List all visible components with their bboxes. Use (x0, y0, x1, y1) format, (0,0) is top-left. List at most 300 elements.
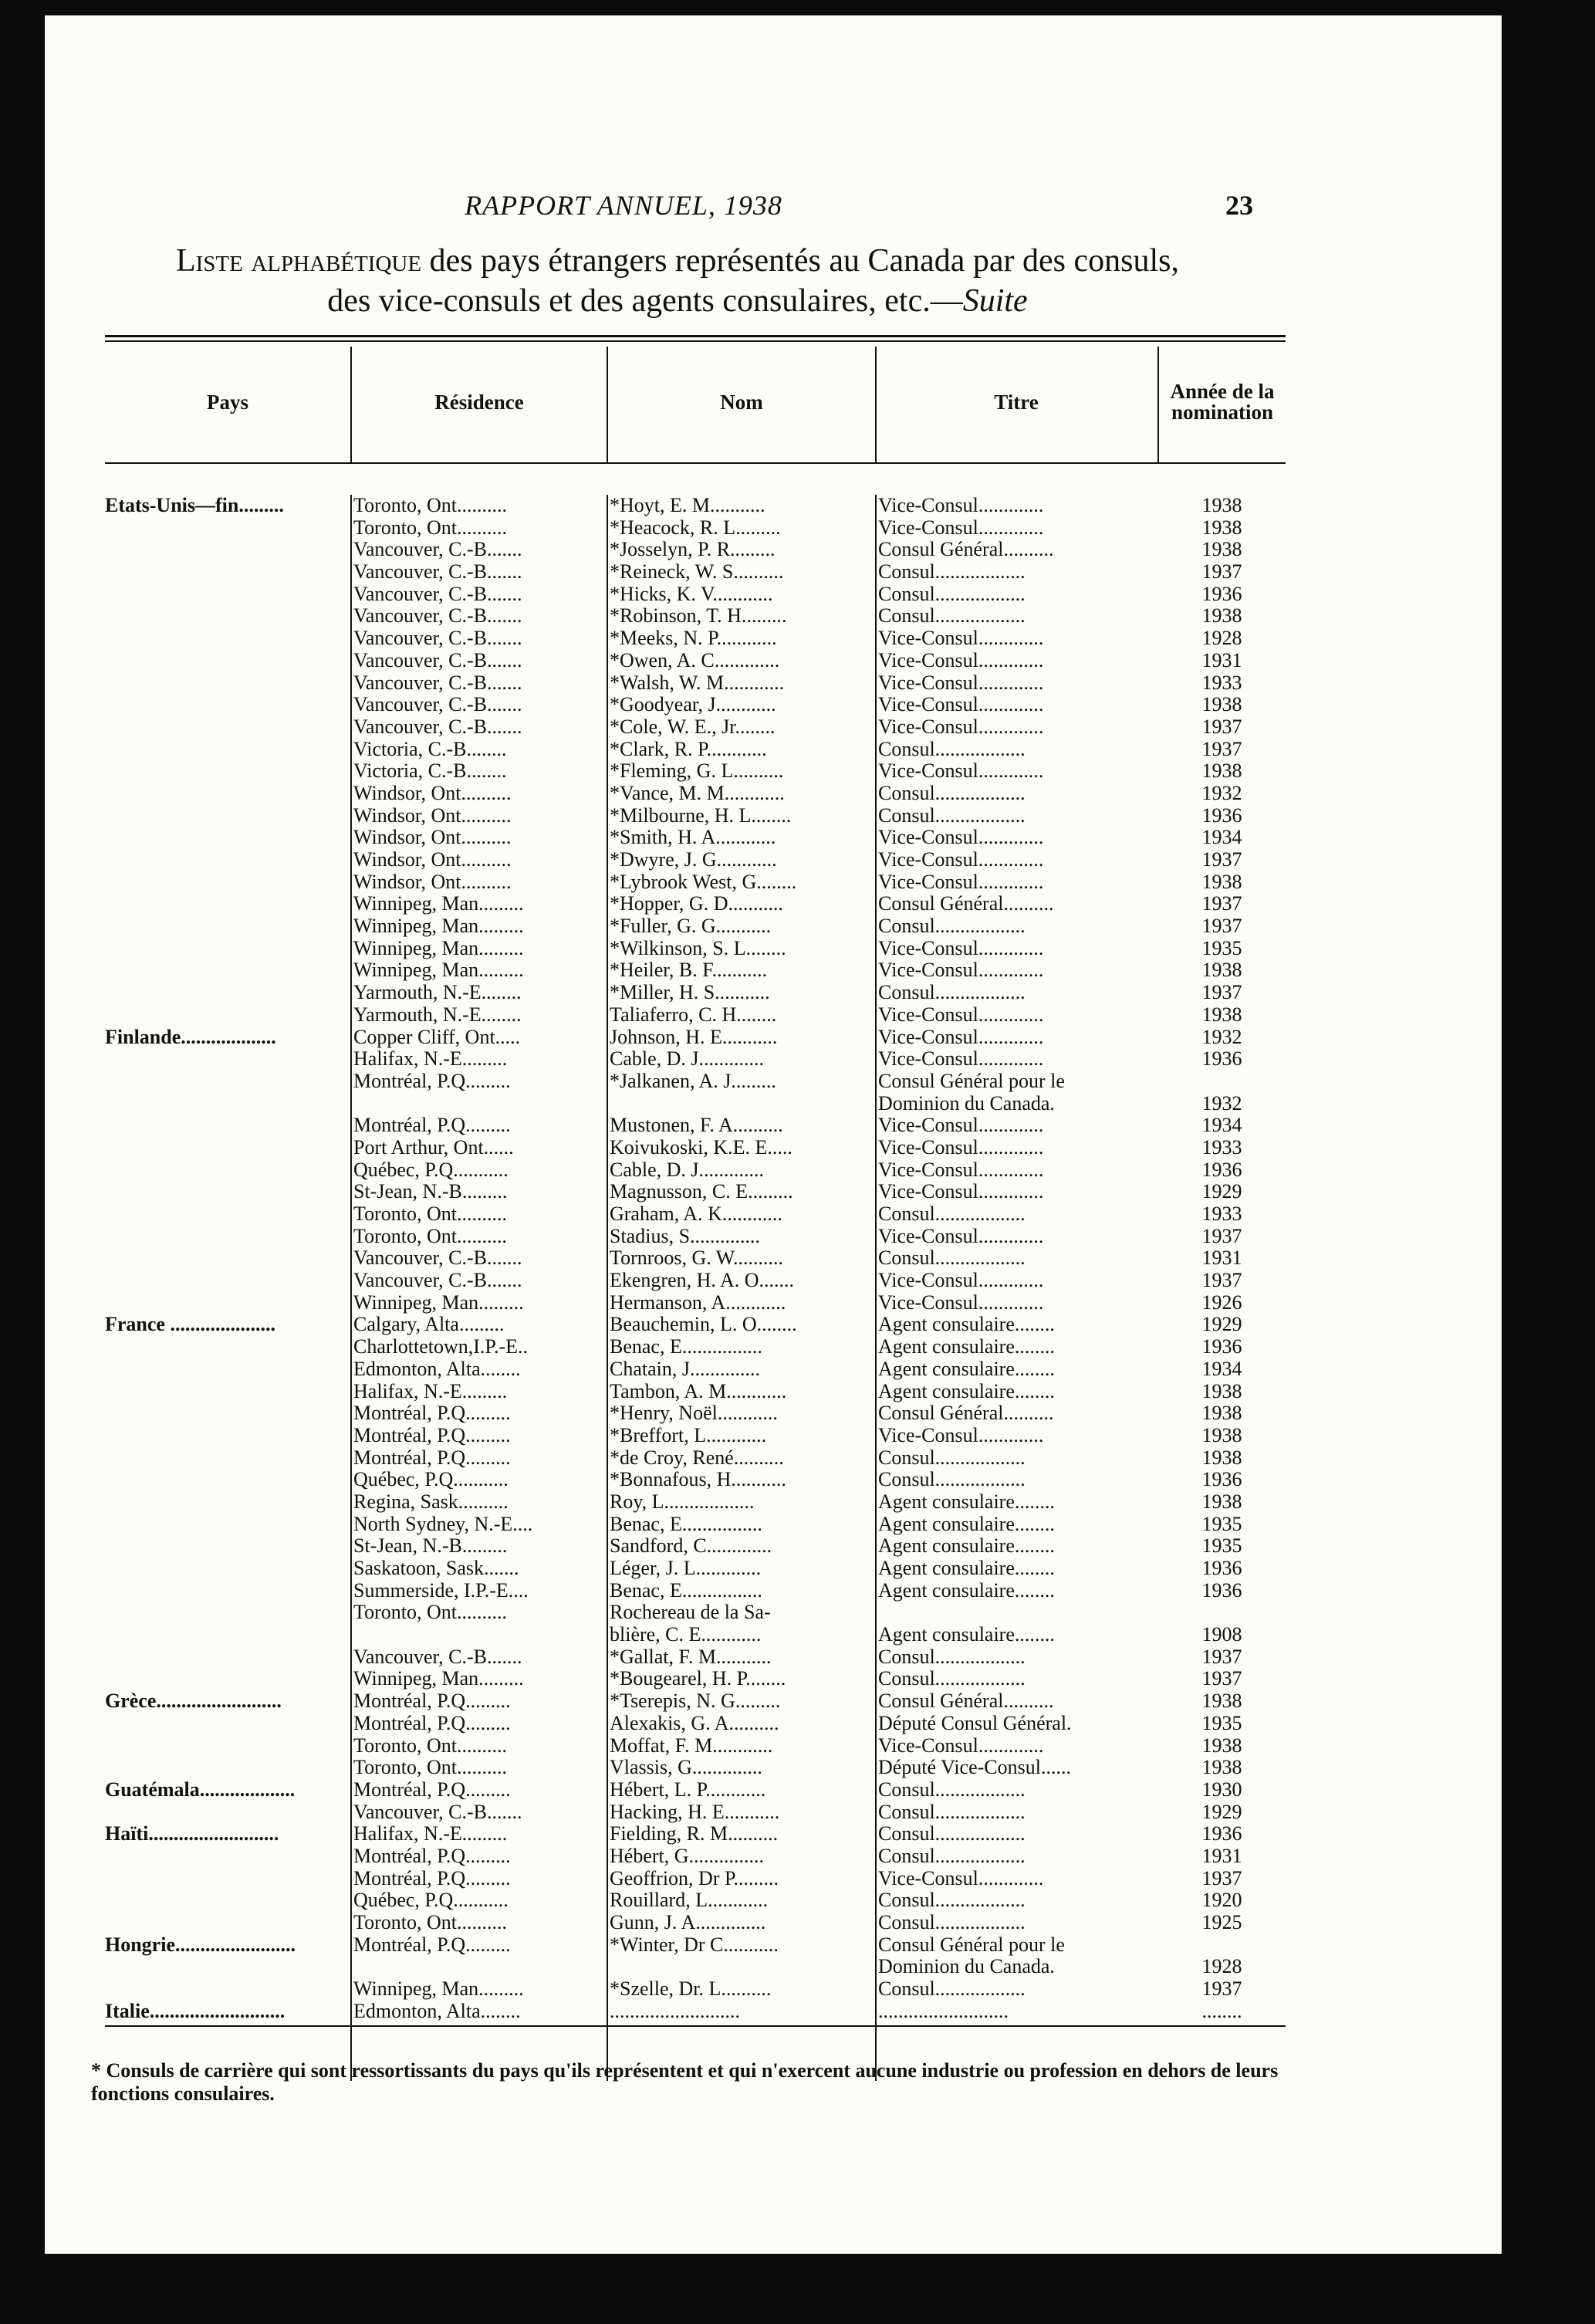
table-row (105, 849, 1286, 871)
cell-residence: Toronto, Ont.......... (353, 1757, 507, 1779)
cell-titre: Agent consulaire........ (878, 1579, 1055, 1602)
table-row (105, 982, 1286, 1004)
cell-annee: 1920 (1201, 1889, 1242, 1912)
cell-nom: *Heiler, B. F........... (610, 959, 768, 982)
cell-annee: 1937 (1201, 1646, 1242, 1668)
cell-nom: Tornroos, G. W.......... (610, 1247, 783, 1270)
cell-annee: 1936 (1201, 1336, 1242, 1358)
cell-annee: 1932 (1201, 1092, 1242, 1115)
cell-nom: *Hoyt, E. M........... (610, 495, 765, 516)
cell-residence: Calgary, Alta......... (353, 1314, 505, 1336)
cell-titre: Vice-Consul............. (878, 871, 1044, 893)
cell-nom: *Hicks, K. V............ (610, 583, 773, 605)
table-row (105, 561, 1286, 584)
table-row (105, 1978, 1286, 2001)
cell-titre: Vice-Consul............. (878, 1867, 1044, 1889)
table-row (105, 1889, 1286, 1912)
cell-titre: Vice-Consul............. (878, 1270, 1044, 1292)
table-row (105, 1137, 1286, 1159)
cell-annee: 1938 (1201, 871, 1242, 893)
table-row (105, 1801, 1286, 1824)
table-row (105, 1270, 1286, 1292)
cell-residence: Montréal, P.Q......... (353, 1402, 511, 1425)
cell-annee: 1938 (1201, 605, 1242, 628)
cell-nom: Hermanson, A............ (610, 1291, 786, 1314)
cell-nom: Benac, E................ (610, 1513, 762, 1535)
cell-annee: 1938 (1201, 1424, 1242, 1446)
cell-residence: Winnipeg, Man......... (353, 1668, 524, 1690)
table-row (105, 1934, 1286, 1957)
cell-annee: 1929 (1201, 1801, 1242, 1823)
table-row (105, 1912, 1286, 1934)
header-nom: Nom (720, 390, 763, 414)
cell-annee: 1932 (1201, 1026, 1242, 1048)
cell-annee: 1928 (1201, 628, 1242, 650)
cell-titre: Consul Général.......... (878, 1690, 1054, 1713)
cell-residence: Vancouver, C.-B....... (353, 1247, 522, 1270)
cell-titre: Consul.................. (878, 1203, 1026, 1225)
table-row (105, 584, 1286, 606)
cell-annee: 1934 (1201, 827, 1242, 849)
cell-titre: Vice-Consul............. (878, 1048, 1044, 1071)
cell-titre: Vice-Consul............. (878, 715, 1044, 738)
cell-residence: Montréal, P.Q......... (353, 1933, 511, 1956)
cell-annee: 1937 (1201, 849, 1242, 871)
cell-titre: Consul.................. (878, 561, 1026, 584)
cell-residence: Vancouver, C.-B....... (353, 1646, 522, 1668)
cell-nom: Benac, E................ (610, 1336, 762, 1358)
cell-annee: 1931 (1201, 1247, 1242, 1270)
cell-residence: Summerside, I.P.-E.... (353, 1579, 529, 1602)
cell-residence: Copper Cliff, Ont..... (353, 1026, 521, 1048)
cell-titre: Vice-Consul............. (878, 694, 1044, 716)
cell-titre: Consul Général pour le (878, 1933, 1065, 1956)
cell-residence: Montréal, P.Q......... (353, 1845, 511, 1867)
cell-residence: Halifax, N.-E......... (353, 1823, 508, 1845)
cell-annee: 1929 (1201, 1181, 1242, 1203)
cell-annee: 1937 (1201, 561, 1242, 584)
table-row (105, 1602, 1286, 1624)
table-row (105, 539, 1286, 561)
cell-residence: Québec, P.Q........... (353, 1469, 509, 1491)
cell-annee: 1937 (1201, 893, 1242, 915)
cell-titre: Vice-Consul............. (878, 849, 1044, 871)
cell-residence: Montréal, P.Q......... (353, 1115, 511, 1137)
cell-titre: Dominion du Canada. (878, 1092, 1055, 1115)
cell-nom: Gunn, J. A.............. (610, 1912, 766, 1933)
cell-nom: *Hopper, G. D........... (610, 893, 783, 915)
cell-nom: *Szelle, Dr. L.......... (610, 1978, 772, 2001)
cell-residence: Windsor, Ont.......... (353, 871, 512, 893)
table-row (105, 1358, 1286, 1381)
cell-annee: 1938 (1201, 694, 1242, 716)
cell-nom: *Walsh, W. M............ (610, 671, 785, 694)
cell-residence: Yarmouth, N.-E........ (353, 1003, 522, 1026)
cell-nom: Mustonen, F. A.......... (610, 1115, 783, 1137)
cell-titre: Vice-Consul............. (878, 516, 1044, 539)
cell-annee: 1938 (1201, 760, 1242, 783)
cell-titre: Consul.................. (878, 1247, 1026, 1270)
caption-line2: des vice-consuls et des agents consulaires, etc.— (327, 283, 963, 319)
table-row (105, 1336, 1286, 1358)
cell-nom: Stadius, S.............. (610, 1225, 761, 1247)
cell-residence: Winnipeg, Man......... (353, 893, 524, 915)
cell-nom: Magnusson, C. E......... (610, 1181, 793, 1203)
table-row (105, 1048, 1286, 1071)
table-row (105, 893, 1286, 915)
cell-titre: Consul.................. (878, 1778, 1026, 1801)
table-row (105, 672, 1286, 695)
cell-titre: Vice-Consul............. (878, 1291, 1044, 1314)
cell-residence: St-Jean, N.-B......... (353, 1181, 508, 1203)
cell-nom: *Robinson, T. H......... (610, 605, 787, 628)
cell-titre: Consul Général.......... (878, 539, 1054, 561)
cell-annee: 1936 (1201, 1159, 1242, 1181)
table-row (105, 650, 1286, 672)
table-row (105, 1402, 1286, 1425)
cell-residence: Montréal, P.Q......... (353, 1712, 511, 1734)
cell-residence: Victoria, C.-B........ (353, 760, 507, 783)
column-divider (350, 347, 352, 462)
cell-nom: Sandford, C............. (610, 1535, 772, 1558)
cell-annee: 1936 (1201, 804, 1242, 827)
column-divider (1157, 347, 1159, 462)
table-row (105, 1779, 1286, 1801)
cell-nom: *Meeks, N. P............ (610, 628, 777, 650)
table-row (105, 1668, 1286, 1690)
cell-titre: Vice-Consul............. (878, 1159, 1044, 1181)
cell-annee: 1936 (1201, 1558, 1242, 1579)
cell-annee: 1935 (1201, 937, 1242, 959)
cell-titre: Vice-Consul............. (878, 1136, 1044, 1159)
table-row (105, 605, 1286, 628)
cell-residence: Toronto, Ont.......... (353, 1734, 507, 1757)
cell-annee: 1936 (1201, 1823, 1242, 1845)
cell-annee: ........ (1201, 2000, 1242, 2022)
cell-nom: *Clark, R. P............ (610, 738, 767, 760)
cell-titre: Consul.................. (878, 1646, 1026, 1668)
table-row (105, 1027, 1286, 1049)
cell-residence: Toronto, Ont.......... (353, 1912, 507, 1933)
cell-nom: Koivukoski, K.E. E..... (610, 1136, 792, 1159)
cell-residence: Vancouver, C.-B....... (353, 583, 522, 605)
cell-nom: *Dwyre, J. G............ (610, 849, 777, 871)
column-divider (607, 347, 608, 462)
cell-residence: Vancouver, C.-B....... (353, 605, 522, 628)
cell-pays: Hongrie........................ (105, 1933, 296, 1956)
cell-nom: Vlassis, G.............. (610, 1757, 762, 1779)
cell-titre: Vice-Consul............. (878, 827, 1044, 849)
table-row (105, 805, 1286, 827)
cell-residence: Yarmouth, N.-E........ (353, 982, 522, 1004)
table-row (105, 1956, 1286, 1978)
table-row (105, 739, 1286, 761)
table-row (105, 1735, 1286, 1757)
cell-pays: Grèce......................... (105, 1690, 282, 1713)
cell-nom: *Fuller, G. G........... (610, 915, 772, 938)
table-row (105, 959, 1286, 982)
cell-titre: Consul.................. (878, 804, 1026, 827)
header-annee: Année de la nomination (1170, 380, 1275, 424)
cell-residence: Toronto, Ont.......... (353, 516, 507, 539)
cell-nom: Cable, D. J............. (610, 1159, 765, 1181)
table-row (105, 1713, 1286, 1735)
cell-residence: Vancouver, C.-B....... (353, 1801, 522, 1823)
table-row (105, 1115, 1286, 1137)
consuls-table (105, 335, 1286, 2027)
cell-nom: Léger, J. L............. (610, 1558, 762, 1579)
cell-titre: Vice-Consul............. (878, 495, 1044, 516)
cell-titre: Vice-Consul............. (878, 1026, 1044, 1048)
cell-titre: Consul.................. (878, 1845, 1026, 1867)
cell-titre: Vice-Consul............. (878, 1424, 1044, 1446)
cell-annee: 1929 (1201, 1314, 1242, 1336)
table-caption (91, 241, 1264, 321)
cell-nom: Beauchemin, L. O........ (610, 1314, 797, 1336)
cell-nom: *Vance, M. M............ (610, 782, 785, 804)
cell-nom: Tambon, A. M............ (610, 1380, 787, 1402)
cell-residence: Regina, Sask.......... (353, 1490, 509, 1513)
table-body (105, 464, 1286, 2022)
table-row (105, 1558, 1286, 1580)
cell-residence: Winnipeg, Man......... (353, 915, 524, 938)
column-divider (875, 347, 877, 462)
table-row (105, 1535, 1286, 1558)
cell-nom: *Heacock, R. L......... (610, 516, 781, 539)
table-row (105, 628, 1286, 650)
table-row (105, 783, 1286, 805)
cell-titre: Consul Général pour le (878, 1070, 1065, 1092)
page-number: 23 (1225, 190, 1253, 221)
cell-nom: *Smith, H. A............ (610, 827, 776, 849)
table-row (105, 1624, 1286, 1646)
table-row (105, 1292, 1286, 1314)
cell-titre: Consul.................. (878, 782, 1026, 804)
cell-residence: Québec, P.Q........... (353, 1889, 509, 1912)
cell-residence: St-Jean, N.-B......... (353, 1535, 508, 1558)
table-row (105, 938, 1286, 960)
cell-nom: *Winter, Dr C........... (610, 1933, 779, 1956)
table-row (105, 1580, 1286, 1602)
cell-annee: 1938 (1201, 495, 1242, 516)
cell-annee: 1931 (1201, 1845, 1242, 1867)
cell-residence: Victoria, C.-B........ (353, 738, 507, 760)
cell-nom: *Breffort, L............ (610, 1424, 767, 1446)
cell-annee: 1933 (1201, 671, 1242, 694)
cell-annee: 1925 (1201, 1912, 1242, 1933)
cell-titre: Consul.................. (878, 738, 1026, 760)
cell-residence: Windsor, Ont.......... (353, 782, 512, 804)
table-row (105, 495, 1286, 517)
table-row (105, 1690, 1286, 1713)
cell-titre: Consul.................. (878, 1446, 1026, 1469)
cell-titre: Consul.................. (878, 1823, 1026, 1845)
cell-residence: Vancouver, C.-B....... (353, 628, 522, 650)
table-row (105, 1469, 1286, 1491)
table-row (105, 1181, 1286, 1203)
cell-titre: Agent consulaire........ (878, 1314, 1055, 1336)
cell-annee: 1938 (1201, 1734, 1242, 1757)
caption-line1: des pays étrangers représentés au Canada par des consuls, (421, 243, 1180, 279)
table-row (105, 1425, 1286, 1447)
cell-nom: Hébert, L. P............ (610, 1778, 766, 1801)
cell-titre: Consul.................. (878, 1801, 1026, 1823)
cell-nom: *Gallat, F. M........... (610, 1646, 772, 1668)
cell-titre: Agent consulaire........ (878, 1558, 1055, 1579)
cell-titre: Consul.................. (878, 583, 1026, 605)
cell-residence: Toronto, Ont.......... (353, 1602, 507, 1624)
cell-nom: .......................... (610, 2000, 740, 2022)
cell-nom: Chatain, J.............. (610, 1358, 760, 1380)
cell-titre: Vice-Consul............. (878, 628, 1044, 650)
cell-annee: 1931 (1201, 649, 1242, 671)
cell-residence: Vancouver, C.-B....... (353, 715, 522, 738)
cell-annee: 1938 (1201, 1490, 1242, 1513)
table-row (105, 1514, 1286, 1536)
bottom-rule (105, 2025, 1286, 2027)
cell-titre: Vice-Consul............. (878, 1003, 1044, 1026)
cell-nom: Hébert, G............... (610, 1845, 765, 1867)
cell-nom: Fielding, R. M.......... (610, 1823, 779, 1845)
cell-nom: *Milbourne, H. L........ (610, 804, 792, 827)
cell-titre: Agent consulaire........ (878, 1336, 1055, 1358)
cell-titre: Vice-Consul............. (878, 1181, 1044, 1203)
cell-annee: 1938 (1201, 1003, 1242, 1026)
cell-annee: 1938 (1201, 1402, 1242, 1425)
table-row (105, 1004, 1286, 1027)
cell-nom: *Bonnafous, H........... (610, 1469, 786, 1491)
header-residence: Résidence (434, 390, 524, 414)
report-title: RAPPORT ANNUEL, 1938 (465, 190, 782, 221)
cell-residence: Winnipeg, Man......... (353, 1291, 524, 1314)
cell-residence: Windsor, Ont.......... (353, 804, 512, 827)
cell-annee: 1937 (1201, 1270, 1242, 1292)
table-row (105, 1226, 1286, 1248)
cell-nom: Moffat, F. M............ (610, 1734, 773, 1757)
cell-titre: Agent consulaire........ (878, 1513, 1055, 1535)
table-row (105, 1381, 1286, 1403)
cell-titre: Consul Général.......... (878, 893, 1054, 915)
cell-residence: Vancouver, C.-B....... (353, 671, 522, 694)
cell-residence: Vancouver, C.-B....... (353, 1270, 522, 1292)
table-row (105, 694, 1286, 716)
top-rule (105, 335, 1286, 342)
cell-annee: 1935 (1201, 1513, 1242, 1535)
header-titre: Titre (994, 390, 1039, 414)
cell-annee: 1937 (1201, 1867, 1242, 1889)
cell-residence: Vancouver, C.-B....... (353, 539, 522, 561)
cell-nom: *Tserepis, N. G......... (610, 1690, 781, 1713)
cell-titre: Consul.................. (878, 1889, 1026, 1912)
cell-pays: Guatémala................... (105, 1778, 296, 1801)
cell-nom: *Henry, Noël............ (610, 1402, 778, 1425)
cell-residence: Edmonton, Alta........ (353, 2000, 521, 2022)
cell-residence: Montréal, P.Q......... (353, 1424, 511, 1446)
cell-annee: 1934 (1201, 1115, 1242, 1137)
cell-titre: Agent consulaire........ (878, 1624, 1055, 1646)
cell-nom: *Owen, A. C............. (610, 649, 780, 671)
cell-annee: 1935 (1201, 1535, 1242, 1558)
cell-residence: Toronto, Ont.......... (353, 1203, 507, 1225)
cell-annee: 1908 (1201, 1624, 1242, 1646)
cell-residence: Vancouver, C.-B....... (353, 649, 522, 671)
cell-titre: Consul Général.......... (878, 1402, 1054, 1425)
cell-annee: 1936 (1201, 1579, 1242, 1602)
cell-annee: 1936 (1201, 1048, 1242, 1071)
cell-nom: Taliaferro, C. H........ (610, 1003, 777, 1026)
table-row (105, 1071, 1286, 1093)
cell-annee: 1937 (1201, 1978, 1242, 2001)
cell-nom: Rochereau de la Sa- (610, 1602, 771, 1624)
cell-nom: Rouillard, L............ (610, 1889, 769, 1912)
cell-titre: Vice-Consul............. (878, 937, 1044, 959)
cell-nom: Cable, D. J............. (610, 1048, 765, 1071)
cell-annee: 1930 (1201, 1778, 1242, 1801)
cell-titre: Député Vice-Consul...... (878, 1757, 1071, 1779)
cell-nom: *Miller, H. S........... (610, 982, 770, 1004)
cell-annee: 1938 (1201, 516, 1242, 539)
cell-annee: 1937 (1201, 982, 1242, 1004)
cell-annee: 1934 (1201, 1358, 1242, 1380)
table-row (105, 827, 1286, 849)
cell-residence: Port Arthur, Ont...... (353, 1136, 514, 1159)
table-row (105, 1823, 1286, 1845)
cell-residence: North Sydney, N.-E.... (353, 1513, 533, 1535)
cell-residence: Vancouver, C.-B....... (353, 694, 522, 716)
caption-lead: Liste alphabétique (175, 243, 422, 279)
cell-titre: Agent consulaire........ (878, 1490, 1055, 1513)
cell-pays: Finlande................... (105, 1026, 276, 1048)
cell-residence: Windsor, Ont.......... (353, 849, 512, 871)
table-row (105, 1159, 1286, 1182)
cell-titre: Vice-Consul............. (878, 1115, 1044, 1137)
table-row (105, 1447, 1286, 1470)
cell-nom: Benac, E................ (610, 1579, 762, 1602)
cell-nom: *de Croy, René.......... (610, 1446, 784, 1469)
cell-titre: Dominion du Canada. (878, 1956, 1055, 1978)
table-row (105, 760, 1286, 783)
cell-nom: Alexakis, G. A.......... (610, 1712, 779, 1734)
running-header (45, 189, 1502, 220)
cell-residence: Québec, P.Q........... (353, 1159, 509, 1181)
cell-titre: Consul.................. (878, 915, 1026, 938)
cell-annee: 1937 (1201, 715, 1242, 738)
cell-residence: Vancouver, C.-B....... (353, 561, 522, 584)
table-row (105, 716, 1286, 739)
cell-annee: 1938 (1201, 1690, 1242, 1713)
cell-titre: Consul.................. (878, 1912, 1026, 1933)
cell-residence: Montréal, P.Q......... (353, 1867, 511, 1889)
cell-nom: Roy, L.................. (610, 1490, 755, 1513)
footnote: * Consuls de carrière qui sont ressortissants du pays qu'ils représentent et qui n'exercent aucune industrie ou profession en dehors de leurs fonctions consulaires. (91, 2059, 1279, 2105)
cell-residence: Toronto, Ont.......... (353, 1225, 507, 1247)
cell-nom: *Cole, W. E., Jr........ (610, 715, 776, 738)
cell-titre: Consul.................. (878, 1668, 1026, 1690)
cell-annee: 1938 (1201, 539, 1242, 561)
cell-annee: 1928 (1201, 1956, 1242, 1978)
cell-pays: Italie........................... (105, 2000, 286, 2022)
table-row (105, 2001, 1286, 2023)
cell-residence: Winnipeg, Man......... (353, 959, 524, 982)
cell-titre: Consul.................. (878, 1978, 1026, 2001)
cell-annee: 1937 (1201, 1668, 1242, 1690)
cell-annee: 1937 (1201, 738, 1242, 760)
cell-nom: Geoffrion, Dr P......... (610, 1867, 779, 1889)
table-row (105, 1646, 1286, 1669)
cell-residence: Halifax, N.-E......... (353, 1048, 508, 1071)
cell-titre: Consul.................. (878, 605, 1026, 628)
cell-titre: Agent consulaire........ (878, 1380, 1055, 1402)
